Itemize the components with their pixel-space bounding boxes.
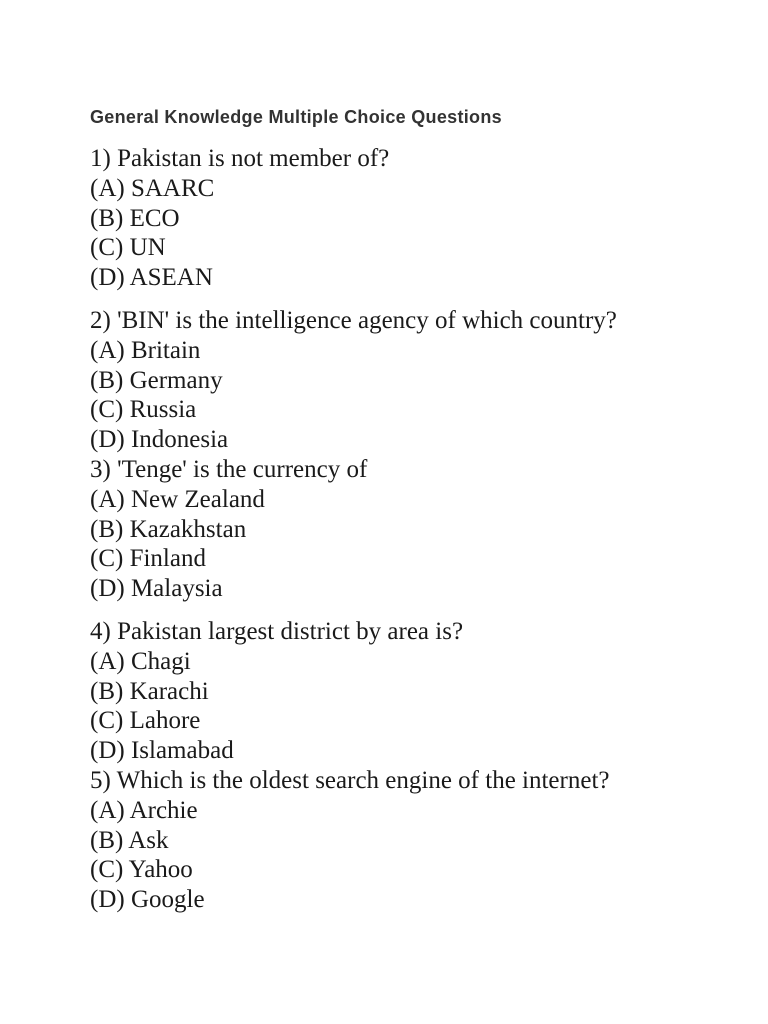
option-d: (D) Google <box>90 886 205 914</box>
option-b: (B) Ask <box>90 826 169 854</box>
option-b: (B) Kazakhstan <box>90 515 247 543</box>
option-a: (A) SAARC <box>90 174 215 202</box>
question-block-5 <box>90 766 750 915</box>
option-d: (D) ASEAN <box>90 264 213 292</box>
option-a: (A) Britain <box>90 336 201 364</box>
option-c: (C) Russia <box>90 396 197 424</box>
option-c: (C) Finland <box>90 545 206 573</box>
option-d: (D) Malaysia <box>90 575 223 603</box>
question-text: 3) 'Tenge' is the currency of <box>90 455 368 483</box>
question-text: 2) 'BIN' is the intelligence agency of which country? <box>90 306 617 334</box>
option-a: (A) Archie <box>90 796 198 824</box>
option-c: (C) Yahoo <box>90 856 193 884</box>
question-block-1 <box>90 144 750 293</box>
option-b: (B) ECO <box>90 204 180 232</box>
question-block-3 <box>90 455 750 604</box>
option-b: (B) Karachi <box>90 677 209 705</box>
question-text: 1) Pakistan is not member of? <box>90 145 390 172</box>
option-c: (C) Lahore <box>90 707 201 735</box>
option-d: (D) Islamabad <box>90 737 234 765</box>
option-d: (D) Indonesia <box>90 426 229 454</box>
question-block-2 <box>90 306 750 455</box>
document-heading: General Knowledge Multiple Choice Questions <box>90 107 502 127</box>
option-a: (A) New Zealand <box>90 485 265 513</box>
question-text: 5) Which is the oldest search engine of the internet? <box>90 766 610 794</box>
document-page <box>90 104 750 915</box>
question-text: 4) Pakistan largest district by area is? <box>90 617 464 645</box>
option-b: (B) Germany <box>90 366 223 394</box>
question-block-4 <box>90 617 750 766</box>
option-a: (A) Chagi <box>90 647 191 675</box>
option-c: (C) UN <box>90 234 166 262</box>
